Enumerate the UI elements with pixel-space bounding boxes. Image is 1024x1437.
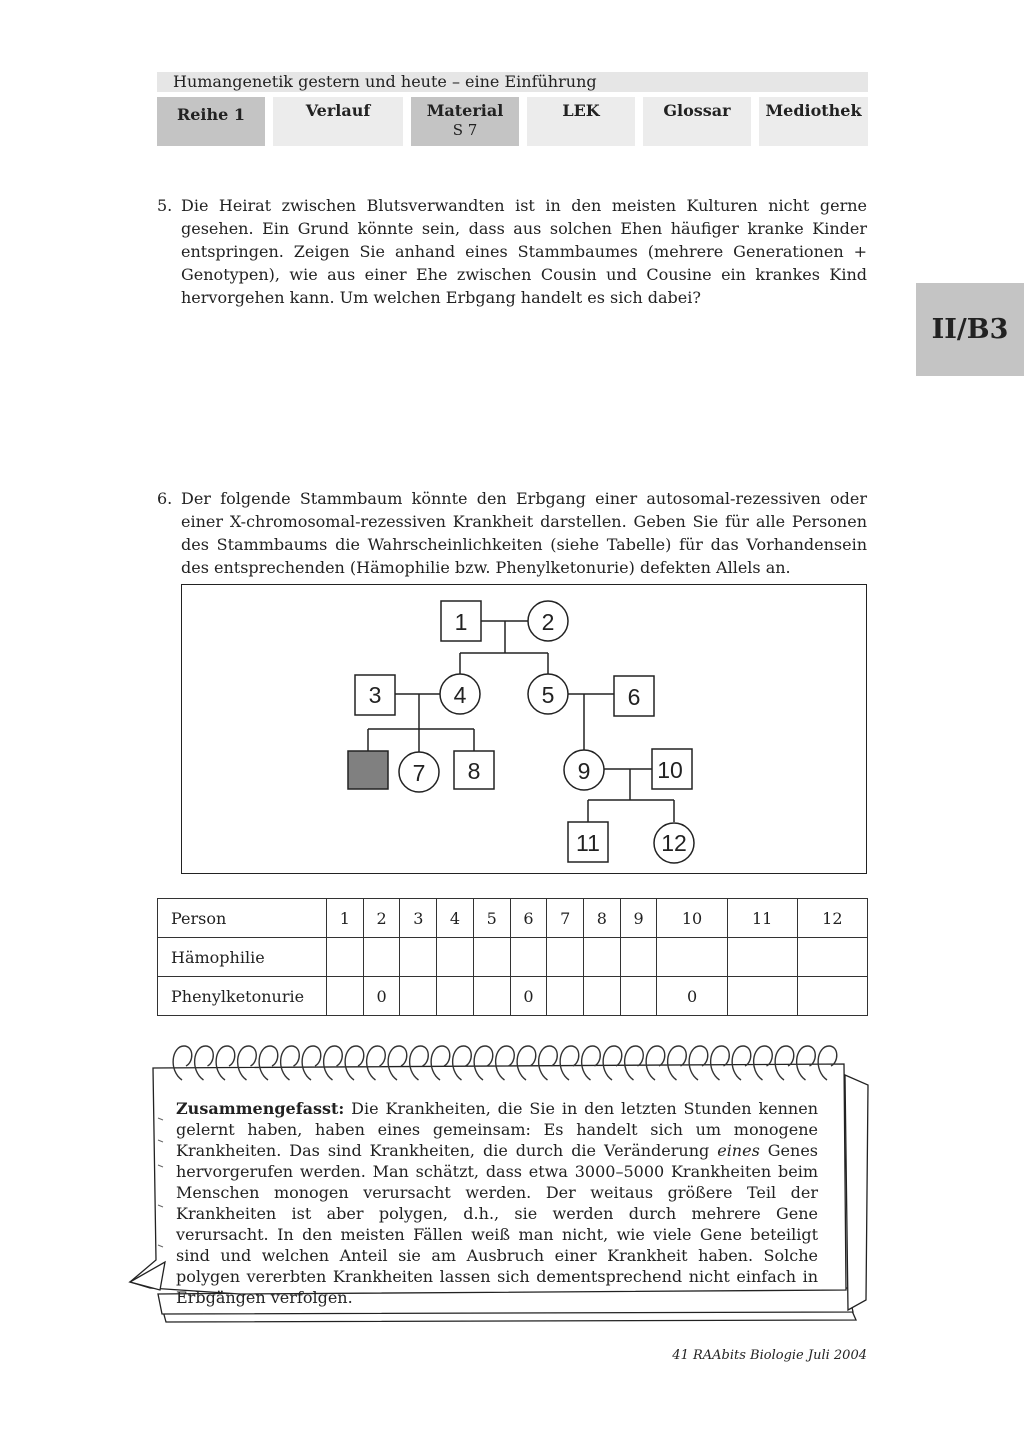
table-header-cell: 1 xyxy=(327,899,364,938)
table-header-cell: 7 xyxy=(547,899,584,938)
task-text: Die Heirat zwischen Blutsverwandten ist in den meisten Kulturen nicht gerne gesehen. Ein Grund könnte sein, dass aus solchen Ehen häufiger kranke Kinder entspringen. Zeigen Sie anhand eines Stammbaumes (mehrere Generationen + Genotypen), wie aus einer Ehe zwischen Cousin und Cousine ein krankes Kind hervorgehen kann. Um welchen Erbgang handelt es sich dabei? xyxy=(181,196,867,307)
nav-label: Glossar xyxy=(663,101,731,120)
nav-label: Material xyxy=(426,101,504,120)
person-11-label: 11 xyxy=(576,830,600,856)
task-number: 5. xyxy=(157,196,173,215)
table-cell[interactable]: 0 xyxy=(657,977,727,1016)
person-3-label: 3 xyxy=(368,682,382,708)
table-cell[interactable]: 0 xyxy=(363,977,400,1016)
table-header-cell: 5 xyxy=(473,899,510,938)
table-row-label: Phenylketonurie xyxy=(158,977,327,1016)
header-title: Humangenetik gestern und heute – eine Einführung xyxy=(157,72,868,92)
notepad-side-pages xyxy=(845,1075,868,1310)
table-header-cell: 6 xyxy=(510,899,547,938)
nav-label: Mediothek xyxy=(765,101,862,120)
table-header-cell: 9 xyxy=(620,899,657,938)
person-10-label: 10 xyxy=(657,757,683,783)
summary-text xyxy=(176,1098,818,1308)
task-text: Der folgende Stammbaum könnte den Erbgang einer autosomal-rezessiven oder einer X-chromosomal-rezessiven Krankheit darstellen. Geben Sie für alle Personen des Stammbaums die Wahrscheinlichkeiten (siehe Tabelle) für das Vorhandensein des entsprechenden (Hämophilie bzw. Phenylketonurie) defekten Allels an. xyxy=(181,489,867,577)
person-12-label: 12 xyxy=(661,830,687,856)
table-header-cell: 12 xyxy=(797,899,867,938)
nav-label: Verlauf xyxy=(305,101,371,120)
table-row-label: Hämophilie xyxy=(158,938,327,977)
table-header-cell: 4 xyxy=(437,899,474,938)
table-header-cell: 2 xyxy=(363,899,400,938)
nav-sublabel: S 7 xyxy=(452,121,478,139)
person-4-label: 4 xyxy=(453,682,467,708)
table-header-cell: 10 xyxy=(657,899,727,938)
table-header-cell: 8 xyxy=(584,899,621,938)
person-6-label: 6 xyxy=(627,684,641,710)
nav-label: LEK xyxy=(562,101,600,120)
person-7-label: 7 xyxy=(412,760,426,786)
nav-label: Reihe 1 xyxy=(176,105,246,124)
table-header-cell: Person xyxy=(158,899,327,938)
person-9-label: 9 xyxy=(577,758,591,784)
footer-citation: 41 RAAbits Biologie Juli 2004 xyxy=(672,1348,867,1363)
table-header-cell: 11 xyxy=(727,899,797,938)
person-8-label: 8 xyxy=(467,758,481,784)
table-cell[interactable]: 0 xyxy=(510,977,547,1016)
person-5-label: 5 xyxy=(541,682,555,708)
person-1-label: 1 xyxy=(454,609,468,635)
summary-emphasis: eines xyxy=(717,1141,760,1160)
notepad-curl xyxy=(130,1262,165,1290)
person-2-label: 2 xyxy=(541,609,555,635)
summary-text-part: Die Krankheiten, die Sie in den letzten Stunden kennen gelernt haben, haben eines gemeinsam: Es handelt sich um monogene Krankheiten. Das sind Krankheiten, die durch die Veränderung xyxy=(176,1099,818,1160)
table-header-cell: 3 xyxy=(400,899,437,938)
summary-text-part: Genes hervorgerufen werden. Man schätzt, dass etwa 3000–5000 Krankheiten beim Menschen monogen verursacht werden. Der weitaus größere Teil der Krankheiten ist aber polygen, d.h., sie werden durch mehrere Gene verursacht. In den meisten Fällen weiß man nicht, wie viele Gene beteiligt sind und welchen Anteil sie am Ausbruch einer Krankheit haben. Solche polygen vererbten Krankheiten lassen sich dementsprechend nicht einfach in Erbgängen verfolgen. xyxy=(176,1141,818,1307)
task-number: 6. xyxy=(157,489,173,508)
side-tab: II/B3 xyxy=(916,283,1024,376)
summary-heading: Zusammengefasst: xyxy=(176,1099,345,1118)
